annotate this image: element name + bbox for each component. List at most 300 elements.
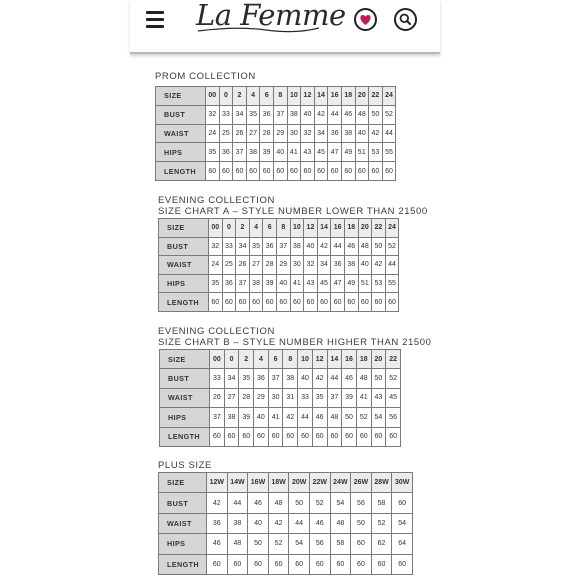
row-label-cell: BUST	[160, 369, 210, 388]
size-header-cell: 2	[239, 350, 254, 369]
size-header-cell: 12	[312, 350, 327, 369]
size-header-cell: 16	[342, 350, 357, 369]
evening-chart-a-title	[158, 195, 428, 217]
measurement-cell: 60	[246, 162, 260, 181]
table-row	[156, 124, 396, 143]
measurement-cell: 50	[369, 105, 383, 124]
measurement-cell: 46	[248, 493, 269, 513]
measurement-cell: 46	[341, 105, 355, 124]
row-label-cell: LENGTH	[159, 554, 207, 574]
measurement-cell: 30	[287, 124, 301, 143]
measurement-cell: 51	[355, 143, 369, 162]
measurement-cell: 60	[392, 554, 413, 574]
section-title-line: PROM COLLECTION	[155, 71, 256, 82]
size-header-cell: 10	[290, 219, 304, 238]
measurement-cell: 60	[254, 427, 269, 446]
measurement-cell: 44	[331, 237, 345, 256]
size-header-cell: 0	[224, 350, 239, 369]
measurement-cell: 36	[260, 105, 274, 124]
measurement-cell: 60	[248, 554, 269, 574]
measurement-cell: 25	[219, 124, 233, 143]
measurement-cell: 52	[356, 408, 371, 427]
size-header-cell: 8	[273, 87, 287, 106]
measurement-cell: 60	[369, 162, 383, 181]
table-row	[159, 274, 399, 293]
table-row	[159, 493, 413, 513]
measurement-cell: 51	[358, 274, 372, 293]
row-label-cell: HIPS	[156, 143, 206, 162]
measurement-cell: 60	[283, 427, 298, 446]
measurement-cell: 46	[344, 237, 358, 256]
measurement-cell: 38	[341, 124, 355, 143]
measurement-cell: 36	[219, 143, 233, 162]
measurement-cell: 26	[236, 256, 250, 275]
table-row	[159, 293, 399, 312]
measurement-cell: 43	[304, 274, 318, 293]
logo-swoosh-icon	[196, 25, 321, 35]
measurement-cell: 28	[239, 388, 254, 407]
measurement-cell: 60	[314, 162, 328, 181]
table-row	[156, 143, 396, 162]
size-header-cell: 26W	[351, 473, 372, 493]
measurement-cell: 58	[330, 534, 351, 554]
measurement-cell: 60	[356, 427, 371, 446]
size-header-cell: 4	[249, 219, 263, 238]
size-header-cell: 18	[341, 87, 355, 106]
measurement-cell: 40	[298, 369, 313, 388]
table-header-row	[159, 473, 413, 493]
measurement-cell: 44	[328, 105, 342, 124]
measurement-cell: 43	[301, 143, 315, 162]
size-header-cell: 0	[222, 219, 236, 238]
measurement-cell: 37	[276, 237, 290, 256]
row-label-cell: WAIST	[159, 256, 209, 275]
table-row	[159, 237, 399, 256]
measurement-cell: 47	[328, 143, 342, 162]
measurement-cell: 60	[344, 293, 358, 312]
measurement-cell: 53	[369, 143, 383, 162]
table-row	[156, 105, 396, 124]
evening-chart-a-table	[158, 218, 399, 312]
measurement-cell: 30	[290, 256, 304, 275]
measurement-cell: 32	[301, 124, 315, 143]
row-label-cell: BUST	[156, 105, 206, 124]
table-header-row	[159, 219, 399, 238]
measurement-cell: 37	[210, 408, 225, 427]
table-row	[160, 408, 401, 427]
header-label-cell: SIZE	[156, 87, 206, 106]
size-header-cell: 6	[268, 350, 283, 369]
measurement-cell: 56	[351, 493, 372, 513]
measurement-cell: 58	[371, 493, 392, 513]
row-label-cell: WAIST	[160, 388, 210, 407]
measurement-cell: 36	[254, 369, 269, 388]
measurement-cell: 42	[207, 493, 228, 513]
measurement-cell: 60	[341, 162, 355, 181]
measurement-cell: 32	[209, 237, 223, 256]
measurement-cell: 50	[351, 513, 372, 533]
measurement-cell: 37	[273, 105, 287, 124]
prom-collection-table	[155, 86, 396, 181]
measurement-cell: 40	[301, 105, 315, 124]
measurement-cell: 54	[289, 534, 310, 554]
size-header-cell: 14	[327, 350, 342, 369]
measurement-cell: 42	[312, 369, 327, 388]
measurement-cell: 60	[268, 427, 283, 446]
measurement-cell: 38	[287, 105, 301, 124]
size-header-cell: 24W	[330, 473, 351, 493]
hamburger-menu-icon[interactable]	[146, 11, 164, 28]
evening-chart-b-title	[158, 326, 432, 348]
measurement-cell: 60	[276, 293, 290, 312]
measurement-cell: 40	[248, 513, 269, 533]
prom-collection-title	[155, 71, 256, 82]
measurement-cell: 44	[327, 369, 342, 388]
plus-size-table	[158, 472, 413, 575]
measurement-cell: 60	[317, 293, 331, 312]
size-header-cell: 8	[283, 350, 298, 369]
size-header-cell: 2	[233, 87, 247, 106]
measurement-cell: 44	[289, 513, 310, 533]
measurement-cell: 46	[342, 369, 357, 388]
measurement-cell: 44	[298, 408, 313, 427]
size-header-cell: 10	[298, 350, 313, 369]
measurement-cell: 60	[328, 162, 342, 181]
size-header-cell: 00	[206, 87, 220, 106]
measurement-cell: 38	[290, 237, 304, 256]
measurement-cell: 46	[207, 534, 228, 554]
size-header-cell: 22	[386, 350, 401, 369]
measurement-cell: 35	[312, 388, 327, 407]
size-header-cell: 30W	[392, 473, 413, 493]
section-title-line: EVENING COLLECTION	[158, 326, 275, 337]
section-title-line: EVENING COLLECTION	[158, 195, 275, 206]
row-label-cell: WAIST	[156, 124, 206, 143]
measurement-cell: 36	[263, 237, 277, 256]
measurement-cell: 60	[301, 162, 315, 181]
measurement-cell: 41	[268, 408, 283, 427]
measurement-cell: 50	[289, 493, 310, 513]
measurement-cell: 32	[304, 256, 318, 275]
plus-size-title	[158, 460, 212, 471]
measurement-cell: 60	[371, 427, 386, 446]
measurement-cell: 60	[268, 554, 289, 574]
measurement-cell: 44	[385, 256, 399, 275]
measurement-cell: 27	[246, 124, 260, 143]
size-header-cell: 6	[260, 87, 274, 106]
size-header-cell: 16W	[248, 473, 269, 493]
table-row	[159, 256, 399, 275]
measurement-cell: 54	[392, 513, 413, 533]
measurement-cell: 60	[304, 293, 318, 312]
measurement-cell: 37	[233, 143, 247, 162]
measurement-cell: 52	[371, 513, 392, 533]
size-header-cell: 20	[358, 219, 372, 238]
measurement-cell: 60	[342, 427, 357, 446]
brand-logo-text: La Femme	[196, 0, 346, 32]
measurement-cell: 49	[341, 143, 355, 162]
measurement-cell: 52	[309, 493, 330, 513]
measurement-cell: 40	[355, 124, 369, 143]
measurement-cell: 45	[314, 143, 328, 162]
measurement-cell: 33	[298, 388, 313, 407]
measurement-cell: 60	[206, 162, 220, 181]
search-icon	[396, 10, 415, 29]
measurement-cell: 38	[283, 369, 298, 388]
measurement-cell: 50	[342, 408, 357, 427]
measurement-cell: 35	[246, 105, 260, 124]
size-header-cell: 28W	[371, 473, 392, 493]
measurement-cell: 52	[268, 534, 289, 554]
measurement-cell: 46	[309, 513, 330, 533]
section-title-line: PLUS SIZE	[158, 460, 212, 471]
measurement-cell: 34	[317, 256, 331, 275]
row-label-cell: WAIST	[159, 513, 207, 533]
table-header-row	[160, 350, 401, 369]
size-header-cell: 24	[382, 87, 396, 106]
measurement-cell: 29	[273, 124, 287, 143]
size-header-cell: 4	[254, 350, 269, 369]
measurement-cell: 48	[358, 237, 372, 256]
table-row	[160, 369, 401, 388]
measurement-cell: 60	[372, 293, 386, 312]
measurement-cell: 56	[386, 408, 401, 427]
measurement-cell: 60	[249, 293, 263, 312]
header-label-cell: SIZE	[159, 219, 209, 238]
measurement-cell: 39	[342, 388, 357, 407]
evening-chart-b-table	[159, 349, 401, 447]
size-header-cell: 16	[328, 87, 342, 106]
measurement-cell: 50	[248, 534, 269, 554]
size-header-cell: 12	[304, 219, 318, 238]
measurement-cell: 46	[312, 408, 327, 427]
measurement-cell: 36	[222, 274, 236, 293]
measurement-cell: 52	[385, 237, 399, 256]
measurement-cell: 60	[239, 427, 254, 446]
row-label-cell: HIPS	[160, 408, 210, 427]
table-row	[160, 388, 401, 407]
measurement-cell: 34	[233, 105, 247, 124]
measurement-cell: 60	[290, 293, 304, 312]
wishlist-button[interactable]	[354, 8, 377, 31]
measurement-cell: 60	[233, 162, 247, 181]
measurement-cell: 45	[386, 388, 401, 407]
table-header-row	[156, 87, 396, 106]
size-header-cell: 12	[301, 87, 315, 106]
measurement-cell: 60	[273, 162, 287, 181]
measurement-cell: 47	[331, 274, 345, 293]
measurement-cell: 41	[356, 388, 371, 407]
measurement-cell: 37	[327, 388, 342, 407]
measurement-cell: 60	[358, 293, 372, 312]
measurement-cell: 60	[351, 534, 372, 554]
size-header-cell: 0	[219, 87, 233, 106]
size-header-cell: 24	[385, 219, 399, 238]
measurement-cell: 60	[331, 293, 345, 312]
measurement-cell: 45	[317, 274, 331, 293]
measurement-cell: 60	[355, 162, 369, 181]
app-header	[130, 0, 440, 54]
size-header-cell: 22	[372, 219, 386, 238]
measurement-cell: 43	[371, 388, 386, 407]
measurement-cell: 35	[206, 143, 220, 162]
measurement-cell: 42	[314, 105, 328, 124]
measurement-cell: 60	[260, 162, 274, 181]
row-label-cell: LENGTH	[156, 162, 206, 181]
measurement-cell: 48	[268, 493, 289, 513]
size-header-cell: 18W	[268, 473, 289, 493]
row-label-cell: HIPS	[159, 534, 207, 554]
measurement-cell: 31	[283, 388, 298, 407]
measurement-cell: 24	[206, 124, 220, 143]
measurement-cell: 34	[314, 124, 328, 143]
measurement-cell: 60	[287, 162, 301, 181]
size-header-cell: 4	[246, 87, 260, 106]
size-header-cell: 20	[355, 87, 369, 106]
measurement-cell: 25	[222, 256, 236, 275]
brand-logo[interactable]	[196, 0, 346, 38]
measurement-cell: 38	[224, 408, 239, 427]
measurement-cell: 60	[371, 554, 392, 574]
measurement-cell: 60	[309, 554, 330, 574]
header-label-cell: SIZE	[160, 350, 210, 369]
size-header-cell: 00	[210, 350, 225, 369]
table-row	[160, 427, 401, 446]
size-header-cell: 18	[344, 219, 358, 238]
measurement-cell: 55	[382, 143, 396, 162]
measurement-cell: 48	[330, 513, 351, 533]
measurement-cell: 48	[227, 534, 248, 554]
heart-icon	[356, 10, 375, 29]
measurement-cell: 64	[392, 534, 413, 554]
size-header-cell: 8	[276, 219, 290, 238]
measurement-cell: 34	[236, 237, 250, 256]
measurement-cell: 41	[287, 143, 301, 162]
measurement-cell: 50	[371, 369, 386, 388]
measurement-cell: 60	[210, 427, 225, 446]
table-row	[159, 554, 413, 574]
measurement-cell: 60	[392, 493, 413, 513]
measurement-cell: 48	[355, 105, 369, 124]
measurement-cell: 33	[210, 369, 225, 388]
measurement-cell: 44	[382, 124, 396, 143]
row-label-cell: HIPS	[159, 274, 209, 293]
measurement-cell: 40	[304, 237, 318, 256]
measurement-cell: 37	[268, 369, 283, 388]
measurement-cell: 55	[385, 274, 399, 293]
size-header-cell: 00	[209, 219, 223, 238]
measurement-cell: 42	[372, 256, 386, 275]
measurement-cell: 26	[233, 124, 247, 143]
measurement-cell: 39	[263, 274, 277, 293]
measurement-cell: 60	[207, 554, 228, 574]
search-button[interactable]	[394, 8, 417, 31]
measurement-cell: 42	[317, 237, 331, 256]
measurement-cell: 49	[344, 274, 358, 293]
measurement-cell: 44	[227, 493, 248, 513]
measurement-cell: 60	[351, 554, 372, 574]
size-header-cell: 20	[371, 350, 386, 369]
measurement-cell: 60	[227, 554, 248, 574]
size-header-cell: 22	[369, 87, 383, 106]
header-label-cell: SIZE	[159, 473, 207, 493]
table-row	[156, 162, 396, 181]
measurement-cell: 27	[249, 256, 263, 275]
section-title-line: SIZE CHART A – STYLE NUMBER LOWER THAN 21500	[158, 206, 428, 217]
measurement-cell: 60	[209, 293, 223, 312]
measurement-cell: 38	[249, 274, 263, 293]
table-row	[159, 513, 413, 533]
measurement-cell: 52	[382, 105, 396, 124]
table-row	[159, 534, 413, 554]
measurement-cell: 35	[239, 369, 254, 388]
measurement-cell: 39	[239, 408, 254, 427]
measurement-cell: 36	[207, 513, 228, 533]
measurement-cell: 28	[260, 124, 274, 143]
size-header-cell: 14W	[227, 473, 248, 493]
measurement-cell: 40	[276, 274, 290, 293]
measurement-cell: 34	[224, 369, 239, 388]
row-label-cell: BUST	[159, 237, 209, 256]
row-label-cell: LENGTH	[160, 427, 210, 446]
size-header-cell: 14	[317, 219, 331, 238]
size-header-cell: 16	[331, 219, 345, 238]
measurement-cell: 60	[236, 293, 250, 312]
measurement-cell: 50	[372, 237, 386, 256]
measurement-cell: 42	[369, 124, 383, 143]
measurement-cell: 33	[219, 105, 233, 124]
measurement-cell: 24	[209, 256, 223, 275]
measurement-cell: 40	[358, 256, 372, 275]
measurement-cell: 32	[206, 105, 220, 124]
section-title-line: SIZE CHART B – STYLE NUMBER HIGHER THAN 21500	[158, 337, 432, 348]
measurement-cell: 60	[224, 427, 239, 446]
measurement-cell: 37	[236, 274, 250, 293]
row-label-cell: LENGTH	[159, 293, 209, 312]
measurement-cell: 26	[210, 388, 225, 407]
size-header-cell: 20W	[289, 473, 310, 493]
measurement-cell: 60	[330, 554, 351, 574]
measurement-cell: 38	[246, 143, 260, 162]
measurement-cell: 60	[222, 293, 236, 312]
measurement-cell: 60	[385, 293, 399, 312]
measurement-cell: 48	[327, 408, 342, 427]
measurement-cell: 60	[289, 554, 310, 574]
measurement-cell: 35	[209, 274, 223, 293]
measurement-cell: 30	[268, 388, 283, 407]
size-header-cell: 18	[356, 350, 371, 369]
measurement-cell: 60	[382, 162, 396, 181]
measurement-cell: 52	[386, 369, 401, 388]
measurement-cell: 60	[327, 427, 342, 446]
measurement-cell: 36	[328, 124, 342, 143]
size-header-cell: 14	[314, 87, 328, 106]
measurement-cell: 54	[330, 493, 351, 513]
measurement-cell: 27	[224, 388, 239, 407]
measurement-cell: 60	[219, 162, 233, 181]
measurement-cell: 56	[309, 534, 330, 554]
measurement-cell: 39	[260, 143, 274, 162]
size-header-cell: 10	[287, 87, 301, 106]
measurement-cell: 60	[298, 427, 313, 446]
measurement-cell: 54	[371, 408, 386, 427]
size-header-cell: 6	[263, 219, 277, 238]
measurement-cell: 42	[268, 513, 289, 533]
measurement-cell: 33	[222, 237, 236, 256]
measurement-cell: 28	[263, 256, 277, 275]
measurement-cell: 60	[312, 427, 327, 446]
measurement-cell: 40	[254, 408, 269, 427]
